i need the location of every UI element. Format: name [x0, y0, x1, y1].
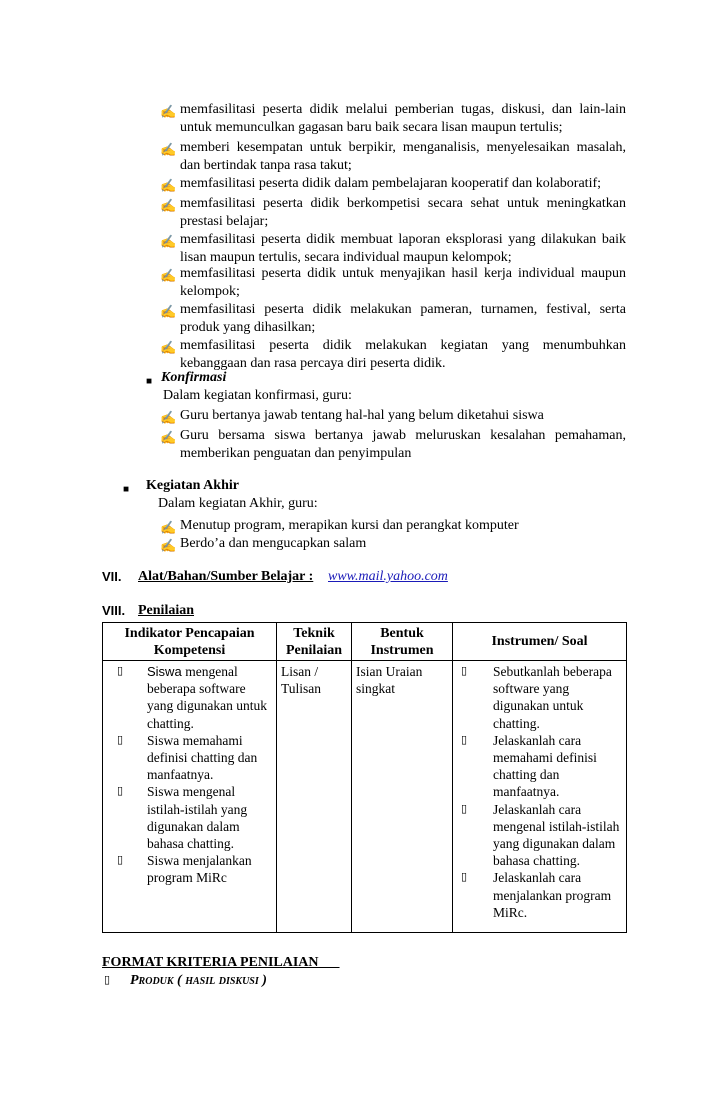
missing-glyph-icon: ▯: [461, 665, 468, 677]
pen-bullet-icon: ✍: [160, 142, 177, 157]
missing-glyph-icon: ▯: [117, 785, 124, 798]
konfirmasi-heading: Konfirmasi: [161, 370, 227, 385]
elaborasi-item: memfasilitasi peserta didik untuk menyajikan hasil kerja individual maupun kelompok;: [180, 266, 626, 299]
kegiatan-akhir-intro: Dalam kegiatan Akhir, guru:: [158, 496, 318, 511]
pen-bullet-icon: ✍: [160, 430, 177, 445]
kegiatan-akhir-item: Menutup program, merapikan kursi dan perangkat komputer: [180, 518, 519, 533]
square-bullet-icon: ■: [123, 484, 130, 495]
pen-bullet-icon: ✍: [160, 304, 177, 319]
indikator-item: ▯ Siswa memahami definisi chatting dan manfaatnya.: [117, 732, 258, 783]
elaborasi-item: memberi kesempatan untuk berpikir, menganalisis, menyelesaikan masalah, dan bertindak tanpa rasa takut;: [180, 140, 626, 173]
elaborasi-item: memfasilitasi peserta didik berkompetisi secara sehat untuk meningkatkan prestasi belajar;: [180, 196, 626, 229]
produk-label: Produk ( hasil diskusi ): [130, 973, 267, 988]
kegiatan-akhir-item: Berdo’a dan mengucapkan salam: [180, 536, 367, 551]
penilaian-table: [102, 622, 627, 933]
konfirmasi-item: Guru bertanya jawab tentang hal-hal yang belum diketahui siswa: [180, 408, 544, 423]
indikator-cell: [103, 661, 276, 891]
soal-item: ▯ Sebutkanlah beberapa software yang digunakan untuk chatting.: [461, 664, 612, 731]
elaborasi-item: memfasilitasi peserta didik melakukan kegiatan yang menumbuhkan kebanggaan dan rasa percaya diri peserta didik.: [180, 338, 626, 371]
header-indikator: Indikator Pencapaian Kompetensi: [103, 623, 277, 661]
missing-glyph-icon: ▯: [117, 665, 124, 677]
pen-bullet-icon: ✍: [160, 234, 177, 249]
missing-glyph-icon: ▯: [461, 733, 468, 746]
konfirmasi-item: Guru bersama siswa bertanya jawab meluruskan kesalahan pemahaman, memberikan penguatan dan penyimpulan: [180, 428, 626, 461]
section-7-number: VII.: [102, 569, 122, 584]
soal-item: ▯ Jelaskanlah cara mengenal istilah-istilah yang digunakan dalam bahasa chatting.: [461, 801, 620, 869]
table-row: [103, 661, 627, 933]
missing-glyph-icon: ▯: [117, 854, 124, 867]
indikator-item: ▯ Siswa menjalankan program MiRc: [117, 853, 252, 886]
format-title: FORMAT KRITERIA PENILAIAN: [102, 955, 319, 970]
teknik-cell: Lisan / Tulisan: [281, 664, 322, 697]
missing-glyph-icon: ▯: [461, 871, 468, 884]
pen-bullet-icon: ✍: [160, 104, 177, 119]
header-bentuk: Bentuk Instrumen: [352, 623, 453, 661]
resource-link[interactable]: www.mail.yahoo.com: [328, 569, 448, 584]
elaborasi-item: memfasilitasi peserta didik melakukan pameran, turnamen, festival, serta produk yang dihasilkan;: [180, 302, 626, 335]
soal-cell: [453, 661, 626, 925]
pen-bullet-icon: ✍: [160, 178, 177, 193]
kegiatan-akhir-heading: Kegiatan Akhir: [146, 478, 239, 493]
header-soal: Instrumen/ Soal: [453, 623, 627, 661]
soal-item: ▯ Jelaskanlah cara menjalankan program MiRc.: [461, 870, 612, 920]
table-header-row: [103, 623, 627, 661]
section-8-label: Penilaian: [138, 603, 195, 618]
indikator-item: ▯ Siswa mengenal beberapa software yang digunakan untuk chatting.: [117, 664, 267, 731]
header-teknik: Teknik Penilaian: [277, 623, 352, 661]
pen-bullet-icon: ✍: [160, 520, 177, 535]
pen-bullet-icon: ✍: [160, 340, 177, 355]
pen-bullet-icon: ✍: [160, 268, 177, 283]
konfirmasi-intro: Dalam kegiatan konfirmasi, guru:: [163, 388, 352, 403]
missing-glyph-icon: ▯: [461, 802, 468, 815]
pen-bullet-icon: ✍: [160, 198, 177, 213]
elaborasi-item: memfasilitasi peserta didik melalui pemberian tugas, diskusi, dan lain-lain untuk memunculkan gagasan baru baik secara lisan maupun tertulis;: [180, 102, 626, 135]
missing-glyph-icon: ▯: [117, 733, 124, 746]
missing-glyph-icon: ▯: [104, 974, 111, 986]
square-bullet-icon: ■: [146, 376, 153, 387]
elaborasi-item: memfasilitasi peserta didik membuat laporan eksplorasi yang dilakukan baik lisan maupun tertulis, secara individual maupun kelompok;: [180, 232, 626, 265]
pen-bullet-icon: ✍: [160, 410, 177, 425]
bentuk-cell: Isian Uraian singkat: [356, 664, 423, 697]
section-7-label: Alat/Bahan/Sumber Belajar :: [138, 569, 314, 584]
soal-item: ▯ Jelaskanlah cara memahami definisi chatting dan manfaatnya.: [461, 732, 597, 800]
elaborasi-item: memfasilitasi peserta didik dalam pembelajaran kooperatif dan kolaboratif;: [180, 176, 602, 191]
section-8-number: VIII.: [102, 603, 126, 618]
indikator-item: ▯ Siswa mengenal istilah-istilah yang digunakan dalam bahasa chatting.: [117, 784, 248, 852]
pen-bullet-icon: ✍: [160, 538, 177, 553]
